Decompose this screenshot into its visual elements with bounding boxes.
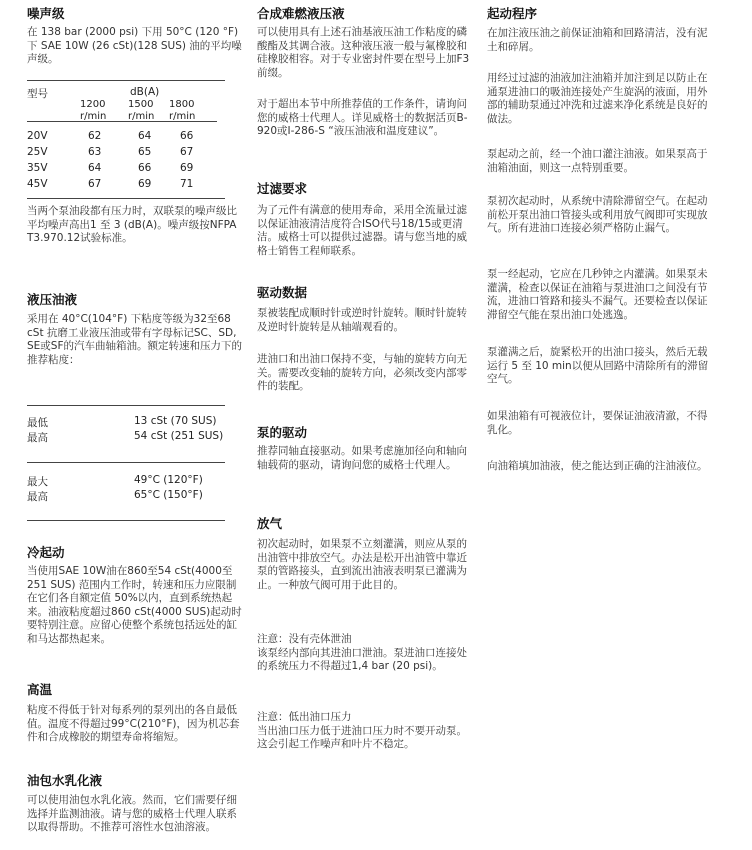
row-value: 67: [88, 178, 102, 190]
oil-text: 采用在 40°C(104°F) 下粘度等级为32至68 cSt 抗磨工业液压油或带有字母标记SC、SD, SE或SF的汽车曲轴箱油。额定转速和压力下的推荐粘度：: [27, 313, 243, 366]
temp-label: 最大: [27, 476, 48, 488]
startup-paragraph-block: [487, 195, 713, 236]
filtration-text: 为了元件有满意的使用寿命，采用全流量过滤以保证油液清洁度符合ISO代号18/15或更清洁。威格士可以提供过滤器。请与您当地的威格士销售工程师联系。: [257, 204, 467, 257]
noise-section: [27, 6, 243, 67]
table-top-rule: [27, 80, 225, 81]
bleed-section: [257, 516, 472, 592]
temp-value: 65°C (150°F): [134, 489, 203, 501]
row-value: 64: [88, 162, 102, 174]
row-value: 63: [88, 146, 102, 158]
drive-data-section: [257, 285, 472, 334]
row-value: 69: [180, 162, 194, 174]
row-value: 71: [180, 178, 194, 190]
table-bottom-rule: [27, 198, 225, 199]
visc-label: 最低: [27, 417, 48, 429]
row-value: 69: [138, 178, 152, 190]
high-temp-title: 高温: [27, 682, 53, 697]
startup-paragraph-block: [487, 410, 713, 437]
table-header-model: 型号: [27, 88, 48, 100]
row-value: 66: [180, 130, 194, 142]
startup-paragraph: 泵灌满之后，旋紧松开的出油口接头，然后无载运行 5 至 10 min以便从回路中清除所有的滞留空气。: [487, 346, 709, 386]
cold-start-section: [27, 545, 243, 647]
startup-paragraph-block: [487, 268, 713, 322]
temp-value: 49°C (120°F): [134, 474, 203, 486]
note-no-case-drain-text: 注意：没有壳体泄油 该泵经内部向其进油口泄油。泵进油口连接处的系统压力不得超过1,4 bar (20 psi)。: [257, 633, 467, 673]
high-temp-section: [27, 682, 243, 745]
oil-title: 液压油液: [27, 292, 78, 307]
drive-data-note: [257, 353, 472, 394]
cold-start-title: 冷起动: [27, 545, 65, 560]
drive-data-text: 泵被装配成顺时针或逆时针旋转。顺时针旋转及逆时针旋转是从轴端观看的。: [257, 307, 467, 333]
row-value: 66: [138, 162, 152, 174]
pump-drive-title: 泵的驱动: [257, 425, 308, 440]
table-header-speed-1: 1200 r/min: [80, 99, 107, 122]
startup-paragraph: 泵初次起动时，从系统中清除滞留空气。在起动前松开泵出油口管接头或利用放气阀即可实现放气。所有进油口连接必须严格防止漏气。: [487, 195, 708, 235]
high-temp-text: 粘度不得低于针对每系列的泵列出的各自最低值。温度不得超过99°C(210°F)，因为机芯套件和合成橡胶的期望寿命将缩短。: [27, 704, 240, 744]
filtration-section: [257, 181, 472, 258]
noise-text: 在 138 bar (2000 psi) 下用 50°C (120 °F) 下 SAE 10W (26 cSt)(128 SUS) 油的平均噪声级。: [27, 26, 242, 66]
startup-paragraph: 用经过过滤的油液加注油箱并加注到足以防止在通泵进油口的吸油连接处产生旋涡的液面，用外部的辅助泵通过冲洗和过滤来净化系统是良好的做法。: [487, 72, 708, 125]
fire-resistant-text-2: 对于超出本节中所推荐值的工作条件，请询问您的威格士代理人。详见威格士的数据活页B-920或I-286-S “液压油液和温度建议”。: [257, 98, 468, 138]
bleed-text: 初次起动时，如果泵不立刻灌满，则应从泵的出油管中排放空气。办法是松开出油管中靠近泵的管路接头，直到流出油液表明泵已灌满为止。一种放气阀可用于此目的。: [257, 538, 467, 591]
startup-title: 起动程序: [487, 6, 538, 21]
temp-label: 最高: [27, 491, 48, 503]
startup-paragraph-block: [487, 460, 713, 474]
viscosity-rule-1: [27, 405, 225, 406]
row-value: 62: [88, 130, 102, 142]
pump-drive-text: 推荐同轴直接驱动。如果考虑施加径向和轴向轴载荷的驱动，请询问您的威格士代理人。: [257, 445, 467, 471]
row-model: 35V: [27, 162, 48, 174]
noise-note-text: 当两个泵油段都有压力时，双联泵的噪声级比平均噪声高出1 至 3 (dB(A)。噪声级按NFPA T3.970.12试验标准。: [27, 205, 237, 245]
fire-resistant-text: 可以使用具有上述石油基液压油工作粘度的磷酸酯及其调合液。这种液压液一般与氟橡胶和硅橡胶相容。对于专业密封件要在型号上加F3前缀。: [257, 26, 470, 79]
viscosity-rule-3: [27, 520, 225, 521]
note-low-outlet-pressure: [257, 711, 472, 752]
startup-paragraph-block: [487, 72, 713, 126]
row-value: 67: [180, 146, 194, 158]
startup-paragraph: 向油箱填加油液，使之能达到正确的注油液位。: [487, 460, 708, 472]
startup-paragraph: 泵一经起动，它应在几秒钟之内灌满。如果泵未灌满，检查以保证在油箱与泵进油口之间没有节流，进油口管路和接头不漏气。还要检查以保证滞留空气能在泵出油口处逃逸。: [487, 268, 708, 321]
fire-resistant-note: [257, 98, 472, 139]
bleed-title: 放气: [257, 516, 283, 531]
table-header-rule: [27, 121, 217, 122]
visc-value: 54 cSt (251 SUS): [134, 430, 224, 442]
fire-resistant-section: [257, 6, 472, 80]
table-header-speed-2: 1500 r/min: [128, 99, 155, 122]
emulsion-text: 可以使用油包水乳化液。然而，它们需要仔细选择并监测油液。请与您的威格士代理人联系以取得帮助。不推荐可溶性水包油溶液。: [27, 794, 237, 834]
noise-note: [27, 205, 243, 246]
drive-data-title: 驱动数据: [257, 285, 308, 300]
viscosity-rule-2: [27, 462, 225, 463]
visc-label: 最高: [27, 432, 48, 444]
table-header-speed-3: 1800 r/min: [169, 99, 196, 122]
note-no-case-drain: [257, 633, 472, 674]
startup-paragraph-block: [487, 148, 713, 175]
startup-section: [487, 6, 713, 54]
startup-paragraph: 在加注液压油之前保证油箱和回路清洁，没有泥土和碎屑。: [487, 27, 708, 53]
startup-paragraph-block: [487, 346, 713, 387]
note-low-outlet-pressure-text: 注意：低出油口压力 当出油口压力低于进油口压力时不要开动泵。这会引起工作噪声和叶片不稳定。: [257, 711, 467, 751]
row-model: 25V: [27, 146, 48, 158]
visc-value: 13 cSt (70 SUS): [134, 415, 217, 427]
emulsion-title: 油包水乳化液: [27, 773, 103, 788]
fire-resistant-title: 合成难燃液压液: [257, 6, 345, 21]
row-model: 45V: [27, 178, 48, 190]
startup-paragraph: 如果油箱有可视液位计，要保证油液清澈，不得乳化。: [487, 410, 708, 436]
row-model: 20V: [27, 130, 48, 142]
table-header-db: dB(A): [130, 86, 160, 98]
emulsion-section: [27, 773, 243, 835]
cold-start-text: 当使用SAE 10W油在860至54 cSt(4000至251 SUS) 范围内工作时，转速和压力应限制在它们各自额定值 50%以内，直到系统热起来。油液粘度超过860 cSt(4000 SUS)起动时要特别注意。应留心使整个系统包括远处的缸和马达都热起来。: [27, 565, 242, 645]
startup-paragraph: 泵起动之前，经一个油口灌注油液。如果泵高于油箱油面，则这一点特别重要。: [487, 148, 708, 174]
oil-section: [27, 292, 243, 367]
noise-table: [27, 84, 243, 204]
drive-data-text-2: 进油口和出油口保持不变，与轴的旋转方向无关。需要改变轴的旋转方向，必须改变内部零件的装配。: [257, 353, 467, 393]
row-value: 65: [138, 146, 152, 158]
noise-title: 噪声级: [27, 6, 65, 21]
row-value: 64: [138, 130, 152, 142]
filtration-title: 过滤要求: [257, 181, 308, 196]
pump-drive-section: [257, 425, 472, 472]
